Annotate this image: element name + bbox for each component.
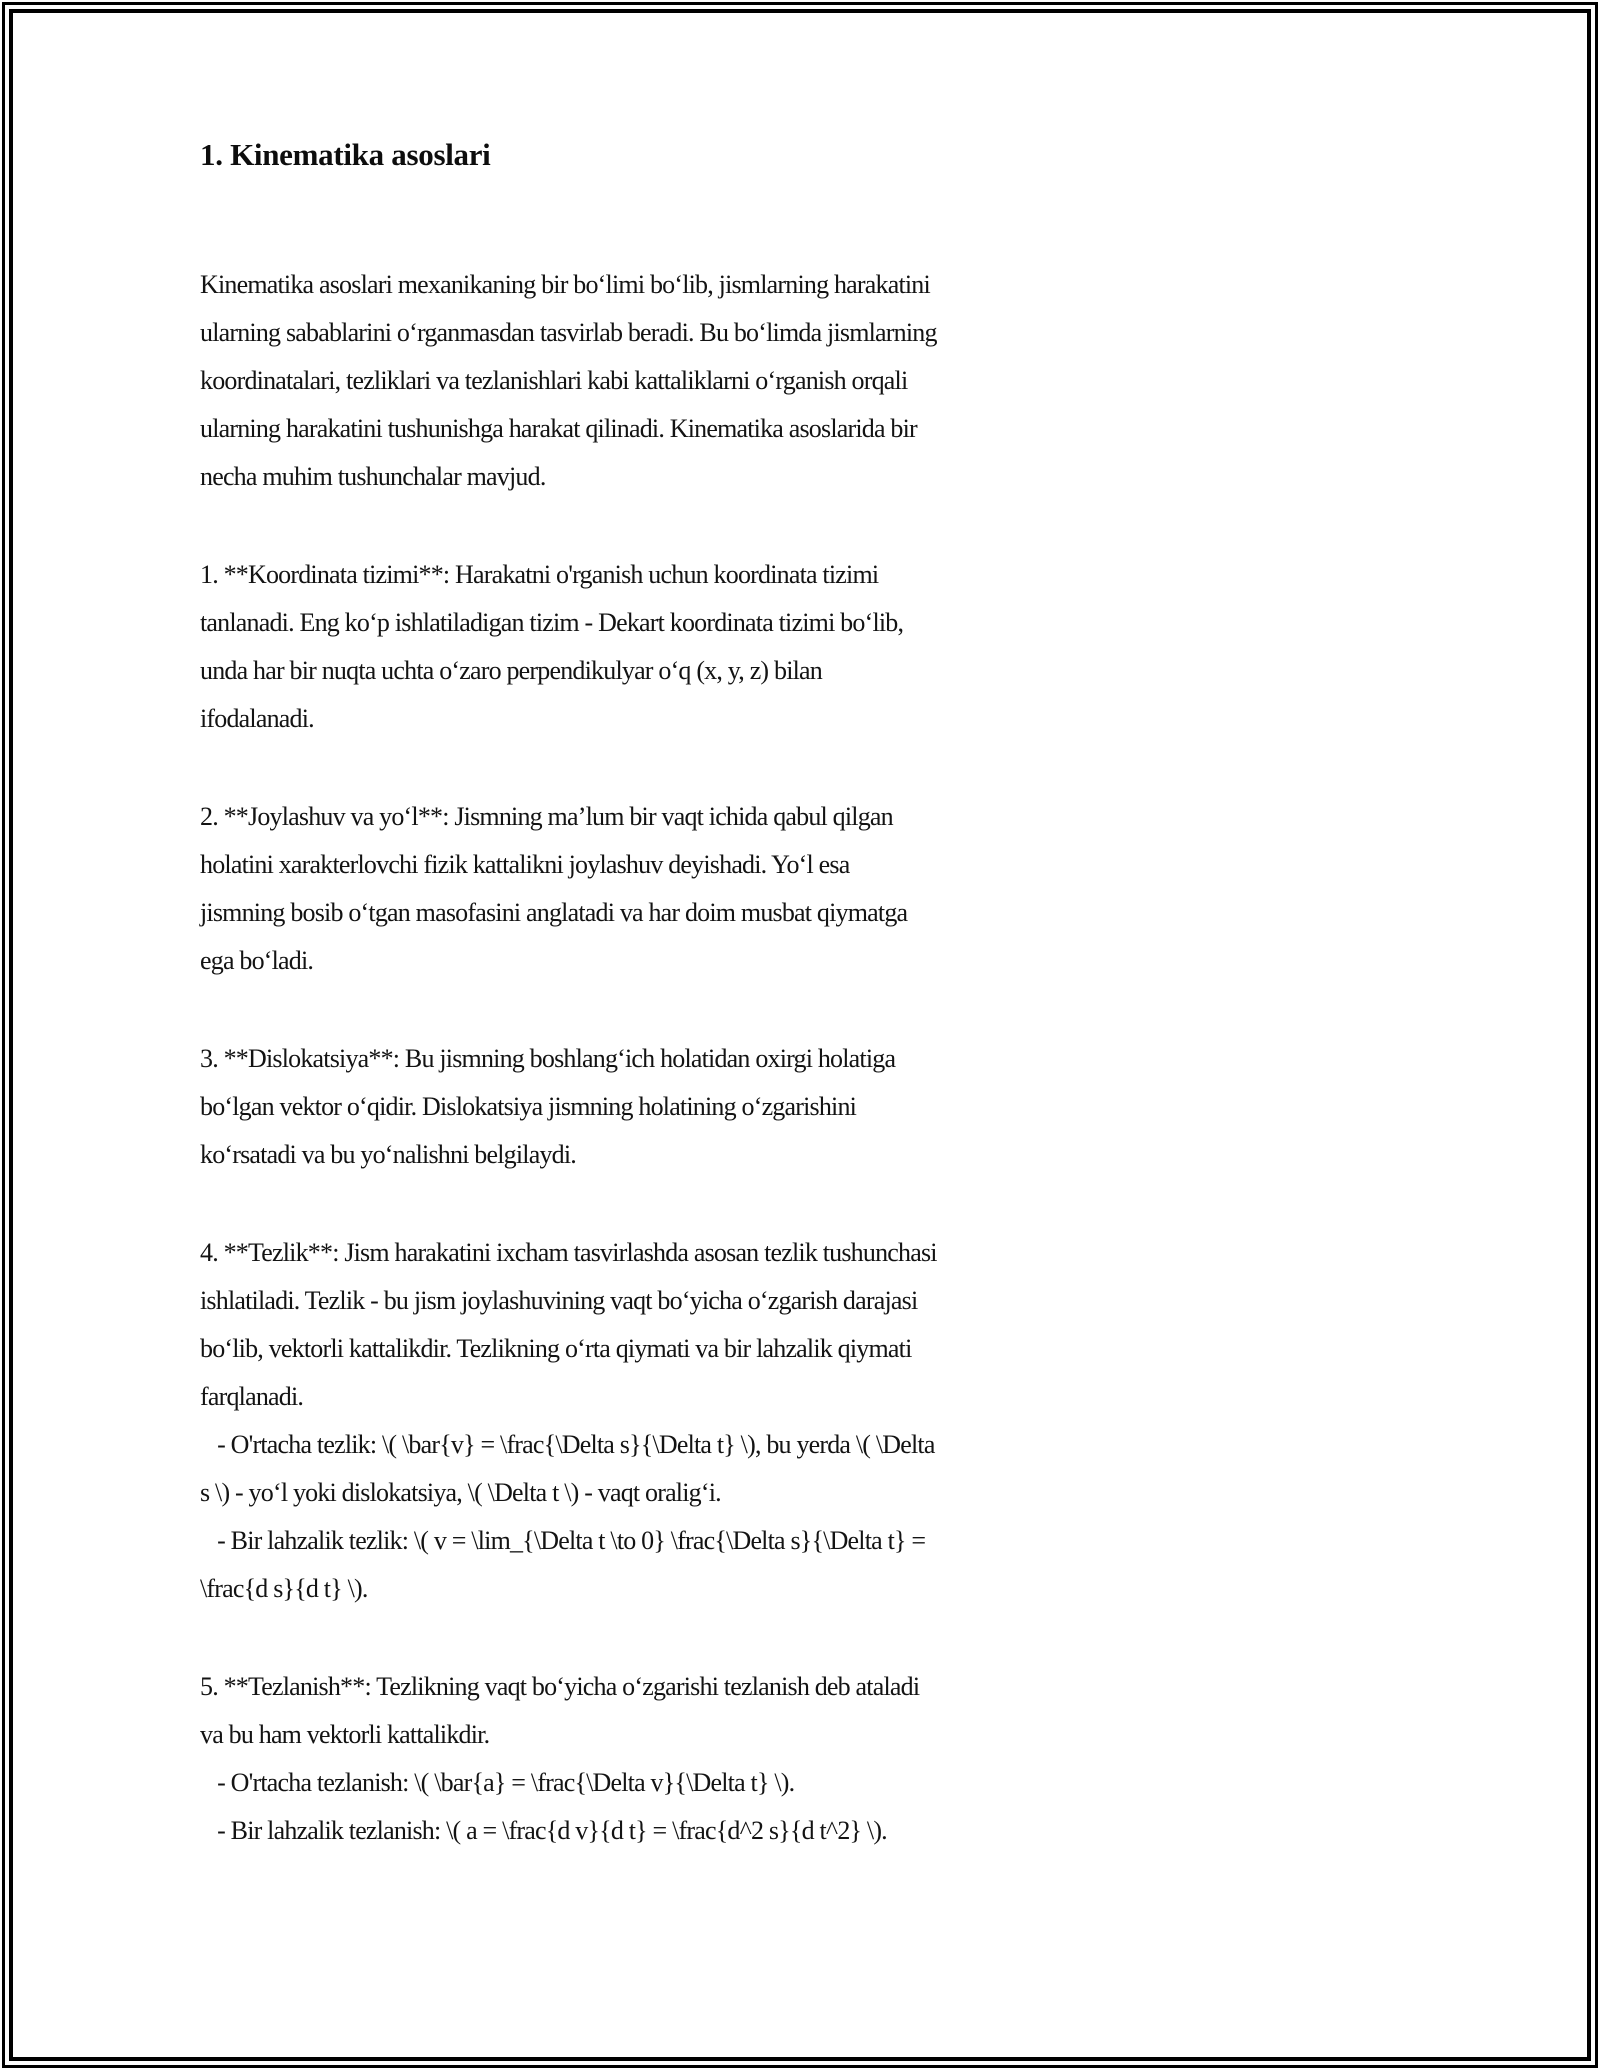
paragraph bbox=[200, 793, 1100, 985]
text-line: Kinematika asoslari mexanikaning bir boʻlimi boʻlib, jismlarning harakatini bbox=[200, 270, 930, 299]
text-line: - Bir lahzalik tezlanish: \( a = \frac{d v}{d t} = \frac{d^2 s}{d t^2} \). bbox=[200, 1816, 887, 1845]
text-line: ishlatiladi. Tezlik - bu jism joylashuvining vaqt boʻyicha oʻzgarish darajasi bbox=[200, 1286, 918, 1315]
text-line: boʻlib, vektorli kattalikdir. Tezlikning oʻrta qiymati va bir lahzalik qiymati bbox=[200, 1334, 912, 1363]
text-line: 1. **Koordinata tizimi**: Harakatni o'rganish uchun koordinata tizimi bbox=[200, 560, 879, 589]
text-line: 3. **Dislokatsiya**: Bu jismning boshlangʻich holatidan oxirgi holatiga bbox=[200, 1044, 896, 1073]
text-line: s \) - yoʻl yoki dislokatsiya, \( \Delta t \) - vaqt oraligʻi. bbox=[200, 1478, 721, 1507]
paragraph bbox=[200, 261, 1100, 501]
paragraph bbox=[200, 1663, 1100, 1855]
text-line: boʻlgan vektor oʻqidir. Dislokatsiya jismning holatining oʻzgarishini bbox=[200, 1092, 857, 1121]
text-line: tanlanadi. Eng koʻp ishlatiladigan tizim - Dekart koordinata tizimi boʻlib, bbox=[200, 608, 904, 637]
text-line: - Bir lahzalik tezlik: \( v = \lim_{\Delta t \to 0} \frac{\Delta s}{\Delta t} = bbox=[200, 1526, 926, 1555]
text-line: koordinatalari, tezliklari va tezlanishlari kabi kattaliklarni oʻrganish orqali bbox=[200, 366, 908, 395]
document-body bbox=[200, 261, 1100, 1855]
text-line: koʻrsatadi va bu yoʻnalishni belgilaydi. bbox=[200, 1140, 576, 1169]
text-line: ularning harakatini tushunishga harakat qilinadi. Kinematika asoslarida bir bbox=[200, 414, 917, 443]
text-line: unda har bir nuqta uchta oʻzaro perpendikulyar oʻq (x, y, z) bilan bbox=[200, 656, 822, 685]
text-line: va bu ham vektorli kattalikdir. bbox=[200, 1720, 490, 1749]
text-line: 5. **Tezlanish**: Tezlikning vaqt boʻyicha oʻzgarishi tezlanish deb ataladi bbox=[200, 1672, 920, 1701]
text-line: holatini xarakterlovchi fizik kattalikni joylashuv deyishadi. Yoʻl esa bbox=[200, 850, 850, 879]
paragraph bbox=[200, 551, 1100, 743]
text-line: jismning bosib oʻtgan masofasini anglatadi va har doim musbat qiymatga bbox=[200, 898, 908, 927]
paragraph bbox=[200, 1035, 1100, 1179]
text-line: farqlanadi. bbox=[200, 1382, 304, 1411]
text-line: - O'rtacha tezlanish: \( \bar{a} = \frac{\Delta v}{\Delta t} \). bbox=[200, 1768, 795, 1797]
text-line: \frac{d s}{d t} \). bbox=[200, 1574, 368, 1603]
text-line: - O'rtacha tezlik: \( \bar{v} = \frac{\Delta s}{\Delta t} \), bu yerda \( \Delta bbox=[200, 1430, 935, 1459]
document-content bbox=[200, 135, 1100, 1855]
page-title: 1. Kinematika asoslari bbox=[200, 137, 491, 172]
text-line: necha muhim tushunchalar mavjud. bbox=[200, 462, 546, 491]
paragraph bbox=[200, 1229, 1100, 1613]
text-line: 4. **Tezlik**: Jism harakatini ixcham tasvirlashda asosan tezlik tushunchasi bbox=[200, 1238, 937, 1267]
text-line: ularning sabablarini oʻrganmasdan tasvirlab beradi. Bu boʻlimda jismlarning bbox=[200, 318, 937, 347]
text-line: 2. **Joylashuv va yoʻl**: Jismning ma’lum bir vaqt ichida qabul qilgan bbox=[200, 802, 893, 831]
text-line: ega boʻladi. bbox=[200, 946, 314, 975]
text-line: ifodalanadi. bbox=[200, 704, 314, 733]
